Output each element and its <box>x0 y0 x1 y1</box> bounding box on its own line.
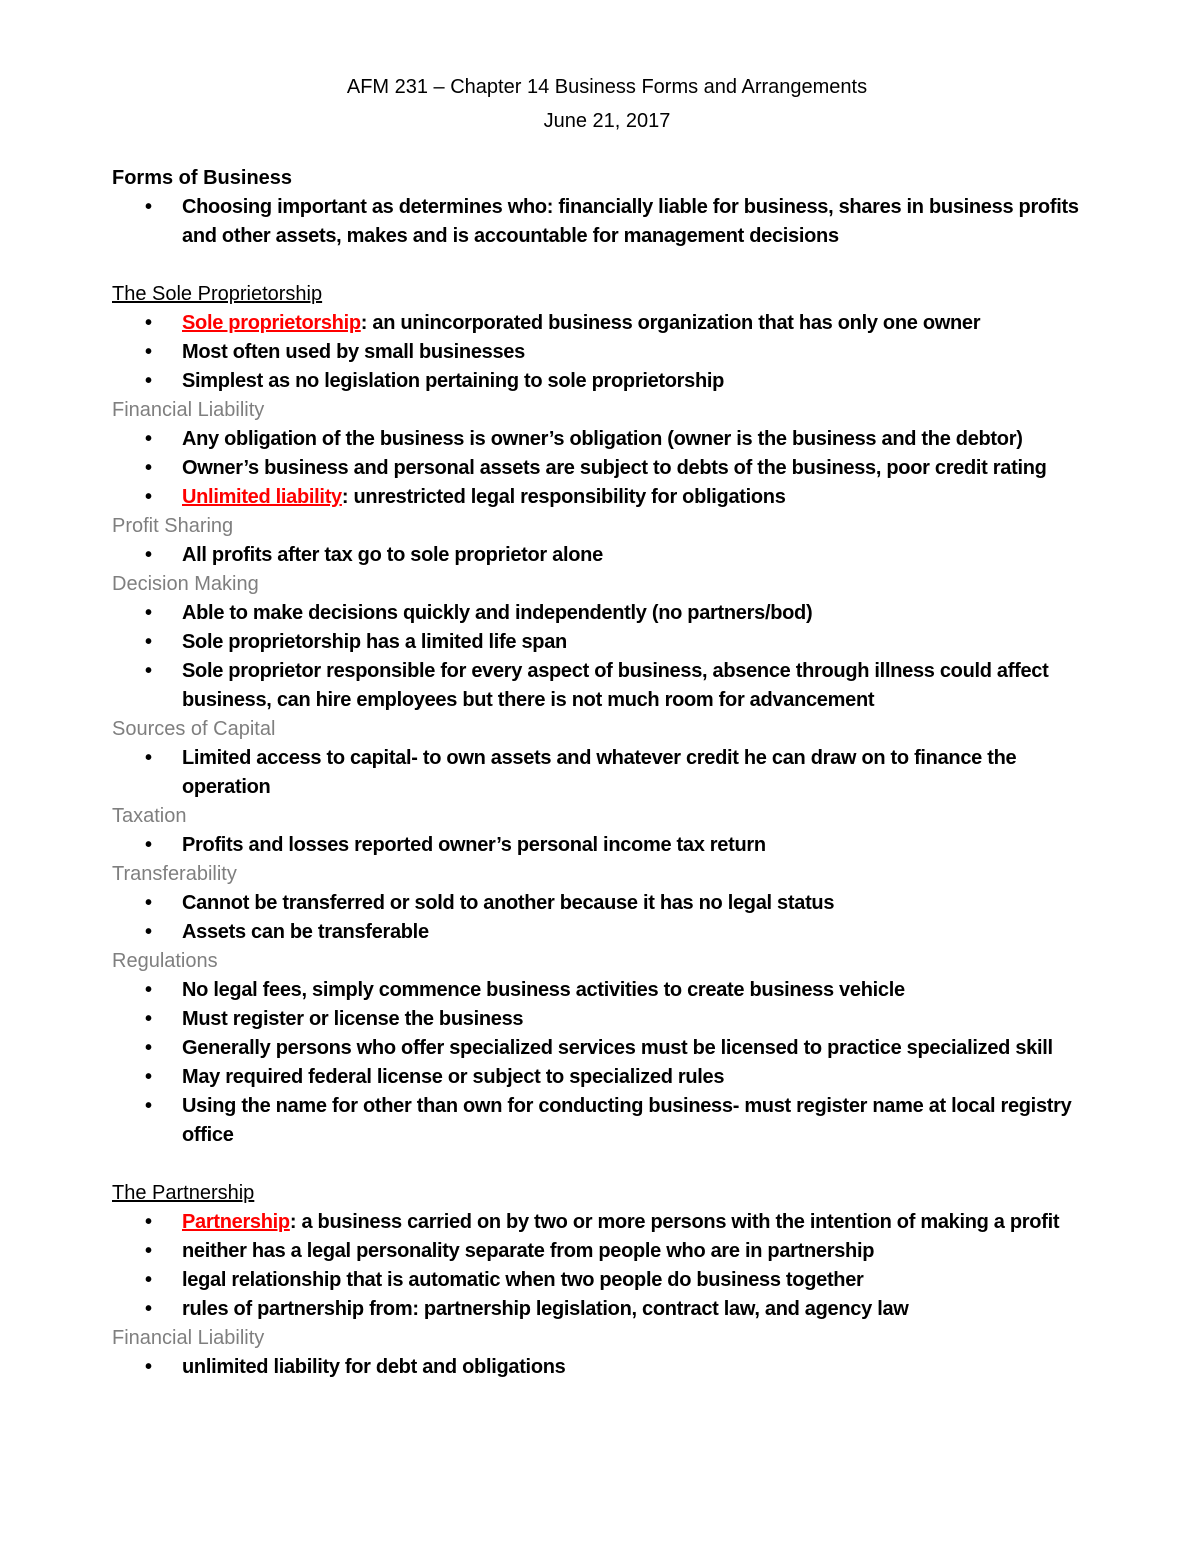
subheading: Financial Liability <box>112 1327 265 1349</box>
bullet-icon: • <box>145 979 152 1001</box>
bullet-list <box>112 309 1102 396</box>
bullet-icon: • <box>145 834 152 856</box>
subheading: Taxation <box>112 805 187 827</box>
item-text: Generally persons who offer specialized services must be licensed to practice specialized skill <box>182 1037 1053 1059</box>
defined-term: Partnership <box>182 1211 290 1233</box>
bullet-icon: • <box>145 921 152 943</box>
list-item <box>112 1295 1102 1324</box>
item-text: Must register or license the business <box>182 1008 524 1030</box>
list-item <box>112 918 1102 947</box>
bullet-icon: • <box>145 1240 152 1262</box>
bullet-list <box>112 599 1102 715</box>
item-text: Assets can be transferable <box>182 921 429 943</box>
bullet-list <box>112 831 1102 860</box>
list-item <box>112 1005 1102 1034</box>
item-text: Sole proprietorship has a limited life span <box>182 631 567 653</box>
bullet-icon: • <box>145 196 152 218</box>
item-text: Able to make decisions quickly and independently (no partners/bod) <box>182 602 813 624</box>
bullet-icon: • <box>145 1298 152 1320</box>
item-text: rules of partnership from: partnership legislation, contract law, and agency law <box>182 1298 909 1320</box>
defined-term: Unlimited liability <box>182 486 342 508</box>
item-text: Cannot be transferred or sold to another because it has no legal status <box>182 892 835 914</box>
bullet-icon: • <box>145 312 152 334</box>
item-text: Most often used by small businesses <box>182 341 525 363</box>
bullet-list <box>112 193 1102 251</box>
list-item <box>112 454 1102 483</box>
list-item <box>112 338 1102 367</box>
list-item <box>112 1266 1102 1295</box>
bullet-icon: • <box>145 486 152 508</box>
bullet-icon: • <box>145 1269 152 1291</box>
list-item <box>112 628 1102 657</box>
item-text: : a business carried on by two or more persons with the intention of making a profit <box>289 1211 1060 1233</box>
bullet-icon: • <box>145 1066 152 1088</box>
bullet-list <box>112 425 1102 512</box>
list-item <box>112 831 1102 860</box>
item-text: neither has a legal personality separate from people who are in partnership <box>182 1240 875 1262</box>
bullet-list <box>112 744 1102 802</box>
list-item <box>112 657 1102 715</box>
bullet-icon: • <box>145 1008 152 1030</box>
item-text: Owner’s business and personal assets are subject to debts of the business, poor credit rating <box>182 457 1047 479</box>
bullet-icon: • <box>145 544 152 566</box>
item-text: No legal fees, simply commence business activities to create business vehicle <box>182 979 905 1001</box>
bullet-icon: • <box>145 370 152 392</box>
document-title: AFM 231 – Chapter 14 Business Forms and Arrangements <box>346 76 868 98</box>
bullet-list <box>112 976 1102 1150</box>
item-text: legal relationship that is automatic when two people do business together <box>182 1269 864 1291</box>
list-item <box>112 889 1102 918</box>
list-item <box>112 1034 1102 1063</box>
list-item <box>112 1063 1102 1092</box>
subheading: Decision Making <box>112 573 259 595</box>
section-heading: The Sole Proprietorship <box>112 283 323 305</box>
sole-proprietorship-section <box>112 280 1102 1150</box>
bullet-icon: • <box>145 1356 152 1378</box>
list-item <box>112 744 1102 802</box>
bullet-icon: • <box>145 602 152 624</box>
list-item <box>112 425 1102 454</box>
item-text: unlimited liability for debt and obligations <box>182 1356 566 1378</box>
subheading: Financial Liability <box>112 399 265 421</box>
item-text: All profits after tax go to sole proprietor alone <box>182 544 603 566</box>
list-item <box>112 1237 1102 1266</box>
item-text: Sole proprietor responsible for every aspect of business, absence through illness could affect business, can hire employees but there is not much room for advancement <box>182 660 1049 711</box>
bullet-icon: • <box>145 747 152 769</box>
section-heading: Forms of Business <box>112 167 293 189</box>
bullet-icon: • <box>145 428 152 450</box>
item-text: Limited access to capital- to own assets and whatever credit he can draw on to finance the operation <box>182 747 1017 798</box>
defined-term: Sole proprietorship <box>182 312 361 334</box>
bullet-icon: • <box>145 892 152 914</box>
bullet-icon: • <box>145 631 152 653</box>
bullet-list <box>112 889 1102 947</box>
subheading: Profit Sharing <box>112 515 234 537</box>
list-item <box>112 1208 1102 1237</box>
document-page <box>112 70 1102 1382</box>
list-item <box>112 193 1102 251</box>
forms-of-business-section <box>112 164 1102 251</box>
item-text: May required federal license or subject to specialized rules <box>182 1066 725 1088</box>
item-text: Choosing important as determines who: financially liable for business, shares in business profits and other assets, makes and is accountable for management decisions <box>182 196 1079 247</box>
bullet-icon: • <box>145 660 152 682</box>
list-item <box>112 1092 1102 1150</box>
bullet-list <box>112 1353 1102 1382</box>
list-item <box>112 1353 1102 1382</box>
item-text: Simplest as no legislation pertaining to sole proprietorship <box>182 370 725 392</box>
item-text: Using the name for other than own for conducting business- must register name at local registry office <box>182 1095 1072 1146</box>
bullet-icon: • <box>145 457 152 479</box>
bullet-icon: • <box>145 1095 152 1117</box>
list-item <box>112 367 1102 396</box>
list-item <box>112 309 1102 338</box>
list-item <box>112 541 1102 570</box>
list-item <box>112 599 1102 628</box>
bullet-list <box>112 1208 1102 1324</box>
list-item <box>112 483 1102 512</box>
bullet-icon: • <box>145 1037 152 1059</box>
partnership-section <box>112 1179 1102 1382</box>
subheading: Transferability <box>112 863 237 885</box>
subheading: Sources of Capital <box>112 718 276 740</box>
document-date: June 21, 2017 <box>543 110 671 132</box>
item-text: Any obligation of the business is owner’s obligation (owner is the business and the debtor) <box>182 428 1023 450</box>
item-text: : an unincorporated business organization that has only one owner <box>360 312 981 334</box>
list-item <box>112 976 1102 1005</box>
subheading: Regulations <box>112 950 218 972</box>
bullet-icon: • <box>145 341 152 363</box>
section-heading: The Partnership <box>112 1182 255 1204</box>
item-text: Profits and losses reported owner’s personal income tax return <box>182 834 766 856</box>
bullet-list <box>112 541 1102 570</box>
item-text: : unrestricted legal responsibility for obligations <box>341 486 786 508</box>
bullet-icon: • <box>145 1211 152 1233</box>
